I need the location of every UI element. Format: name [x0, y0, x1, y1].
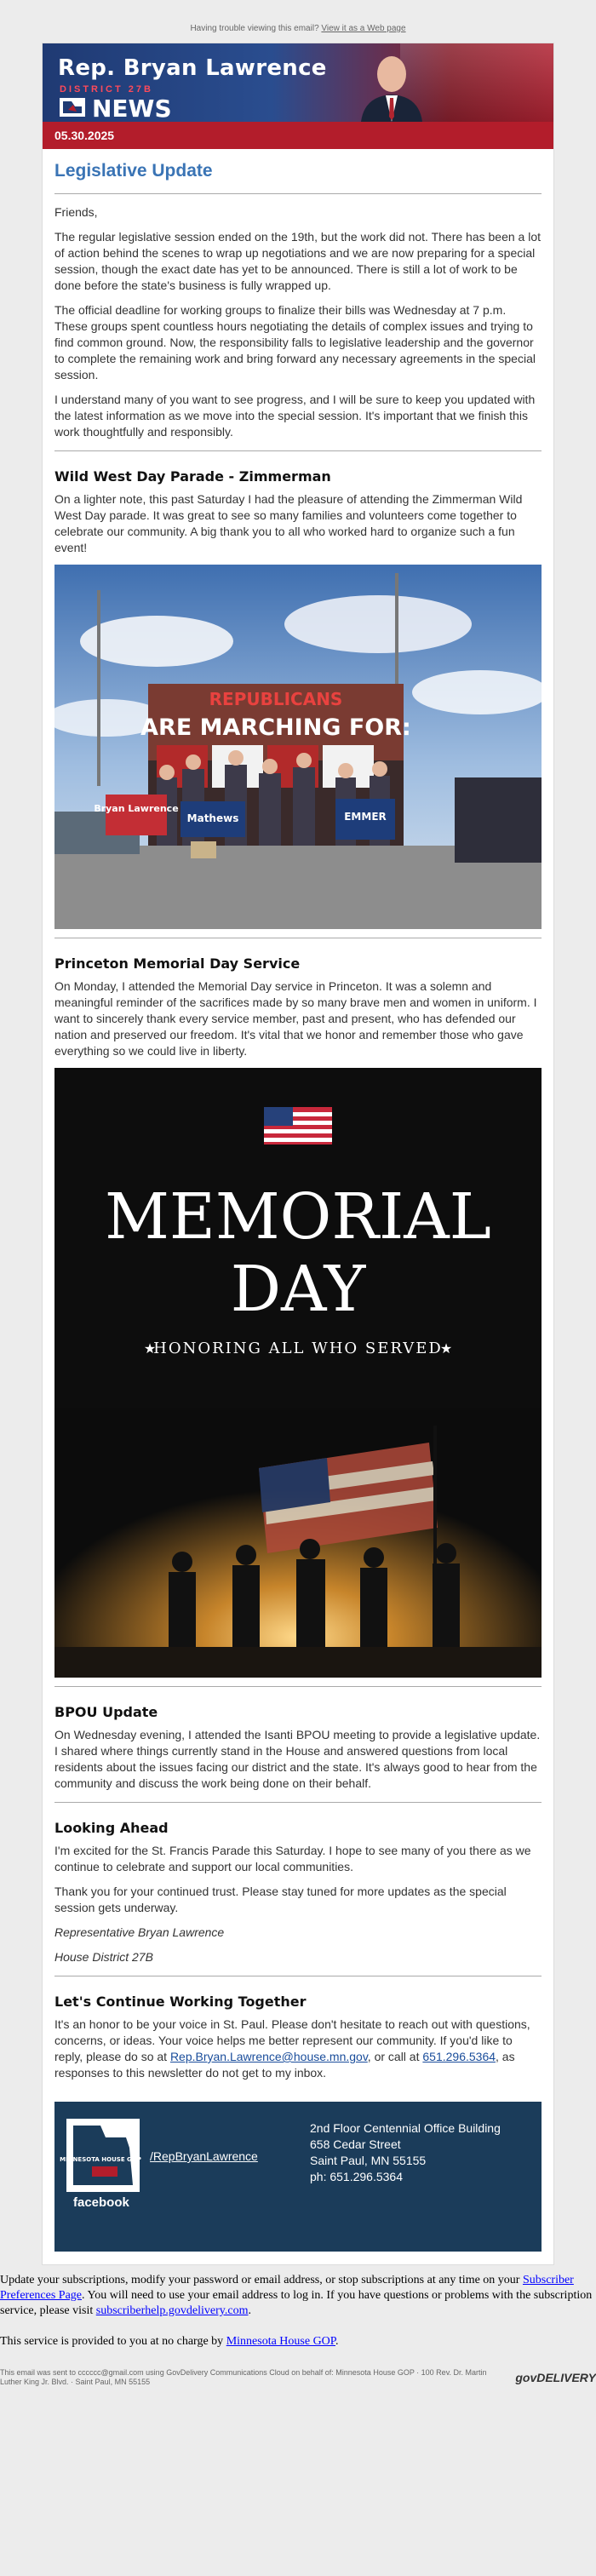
star-icon: ★ — [439, 1342, 453, 1357]
footer-contact-box — [54, 2102, 542, 2252]
legal-notice: This email was sent to cccccc@gmail.com using GovDelivery Communications Cloud on behalf of: Minnesota House GOP · 100 Rev. Dr. Martin Luther King Jr. Blvd. · Saint Paul, MN 55155 — [0, 2368, 487, 2386]
parade-sign-emmer: EMMER — [344, 811, 387, 823]
newsletter-content — [43, 161, 553, 2102]
subscription-notice — [0, 2273, 596, 2319]
looking-ahead-heading: Looking Ahead — [54, 1820, 169, 1836]
house-gop-link[interactable]: Minnesota House GOP — [226, 2335, 336, 2348]
divider — [54, 193, 542, 194]
divider — [54, 450, 542, 451]
parade-banner-line1: REPUBLICANS — [209, 689, 343, 709]
banner-news: NEWS — [92, 95, 172, 123]
greeting: Friends, — [54, 205, 98, 219]
poster-title-line2: DAY — [230, 1253, 366, 1326]
office-address — [310, 2120, 501, 2185]
bpou-heading: BPOU Update — [54, 1704, 158, 1720]
subscription-text-b: . You will need to use your email address to log in. If you have questions or problems with the subscription service, please visit — [0, 2289, 593, 2317]
banner-name: Rep. Bryan Lawrence — [58, 55, 327, 81]
subscriber-preferences-link[interactable]: Subscriber Preferences Page — [0, 2274, 574, 2302]
service-text-a: This service is provided to you at no charge by — [0, 2335, 224, 2348]
parade-text: On a lighter note, this past Saturday I had the pleasure of attending the Zimmerman Wild West Day parade. It was great to see so many families and volunteers come together to celebrate our community. A big thank you to all who worked hard to organize such a fun event! — [54, 492, 523, 554]
intro-paragraph-1: The regular legislative session ended on the 19th, but the work did not. There has been a lot of action behind the scenes to wrap up negotiations and we are now preparing for a special session, though the exact date has yet to be announced. There is still a lot of work to be done before the state's business is fully wrapped up. — [54, 230, 541, 292]
divider — [54, 1686, 542, 1687]
divider — [54, 1802, 542, 1803]
parade-photo — [54, 565, 542, 929]
banner-district: DISTRICT 27B — [60, 84, 153, 95]
contact-heading: Let's Continue Working Together — [54, 1994, 307, 2010]
signature-district: House District 27B — [54, 1950, 153, 1964]
service-text-b: . — [335, 2335, 339, 2348]
address-line-3: Saint Paul, MN 55155 — [310, 2154, 427, 2167]
contact-text-a: It's an honor to be your voice in St. Paul. Please don't hesitate to reach out with questions, concerns, or ideas. Your voice helps me better represent our community. If you'd like to reply, please do so at — [54, 2017, 530, 2063]
intro-paragraph-3: I understand many of you want to see progress, and I will be sure to keep you updated with the latest information as we move into the special session. It's important that we finish this work thoughtfully and responsibly. — [54, 393, 536, 439]
memorial-text: On Monday, I attended the Memorial Day service in Princeton. It was a solemn and meaningful reminder of the sacrifices made by so many brave men and women in uniform. I want to sincerely thank every service member, past and present, who has defended our nation and preserved our freedom. It's vital that we honor and remember those who gave everything so we could live in liberty. — [54, 979, 537, 1058]
address-line-2: 658 Cedar Street — [310, 2137, 401, 2151]
newsletter-card — [43, 43, 553, 2264]
contact-text-b: , or call at — [367, 2050, 420, 2063]
issue-date: 05.30.2025 — [43, 122, 553, 149]
header-banner — [43, 43, 553, 122]
representative-portrait — [358, 49, 426, 122]
us-flag-icon — [264, 1107, 332, 1145]
web-view-notice — [0, 0, 596, 43]
subscriber-help-link[interactable]: subscriberhelp.govdelivery.com — [95, 2304, 249, 2317]
legal-text — [0, 2368, 596, 2387]
memorial-heading: Princeton Memorial Day Service — [54, 955, 301, 972]
house-gop-icon — [60, 98, 85, 117]
facebook-link[interactable]: /RepBryanLawrence — [150, 2149, 258, 2163]
subscription-text-a: Update your subscriptions, modify your password or email address, or stop subscriptions at any time on your — [0, 2274, 520, 2286]
parade-sign-mathews: Mathews — [186, 812, 239, 824]
page-title: Legislative Update — [54, 161, 213, 181]
house-gop-logo[interactable] — [60, 2119, 141, 2192]
poster-subtitle: HONORING ALL WHO SERVED — [153, 1340, 443, 1357]
govdelivery-logo[interactable]: govDELIVERY — [515, 2371, 596, 2384]
address-line-1: 2nd Floor Centennial Office Building — [310, 2121, 501, 2135]
looking-ahead-paragraph-2: Thank you for your continued trust. Please stay tuned for more updates as the special session gets underway. — [54, 1885, 507, 1914]
address-phone: ph: 651.296.5364 — [310, 2170, 403, 2183]
facebook-label: facebook — [73, 2195, 129, 2210]
memorial-day-poster — [54, 1068, 542, 1678]
subscription-text-c: . — [248, 2304, 251, 2317]
subscription-footer — [0, 2264, 596, 2387]
contact-text — [54, 2017, 542, 2081]
contact-phone-link[interactable]: 651.296.5364 — [422, 2050, 496, 2063]
intro-paragraph-2: The official deadline for working groups to finalize their bills was Wednesday at 7 p.m. These groups spent countless hours negotiating the details of complex issues and trying to find common ground. Now, the responsibility falls to legislative leadership and the governor to complete the remaining work and bring forward any necessary agreements in the special session. — [54, 303, 536, 382]
logo-text: MINNESOTA HOUSE GOP — [60, 2156, 141, 2163]
looking-ahead-paragraph-1: I'm excited for the St. Francis Parade this Saturday. I hope to see many of you there as we continue to celebrate and support our local communities. — [54, 1844, 531, 1873]
star-icon: ★ — [143, 1342, 157, 1357]
contact-email-link[interactable]: Rep.Bryan.Lawrence@house.mn.gov — [169, 2050, 368, 2063]
signature-name: Representative Bryan Lawrence — [54, 1925, 225, 1939]
web-view-link[interactable]: View it as a Web page — [321, 24, 406, 33]
web-view-text: Having trouble viewing this email? — [190, 24, 319, 33]
parade-banner-line2: ARE MARCHING FOR: — [140, 714, 411, 741]
contact-text-c: , as responses to this newsletter do not get to my inbox. — [54, 2050, 515, 2080]
service-notice — [0, 2334, 596, 2349]
parade-heading: Wild West Day Parade - Zimmerman — [54, 468, 331, 485]
bpou-text: On Wednesday evening, I attended the Isanti BPOU meeting to provide a legislative update. I shared where things currently stand in the House and answered questions from local residents about the issues facing our district and the state. It's always good to hear from the community and discuss the work being done on their behalf. — [54, 1728, 541, 1790]
parade-sign-lawrence: Bryan Lawrence — [94, 803, 179, 814]
poster-title-line1: MEMORIAL — [105, 1180, 491, 1254]
